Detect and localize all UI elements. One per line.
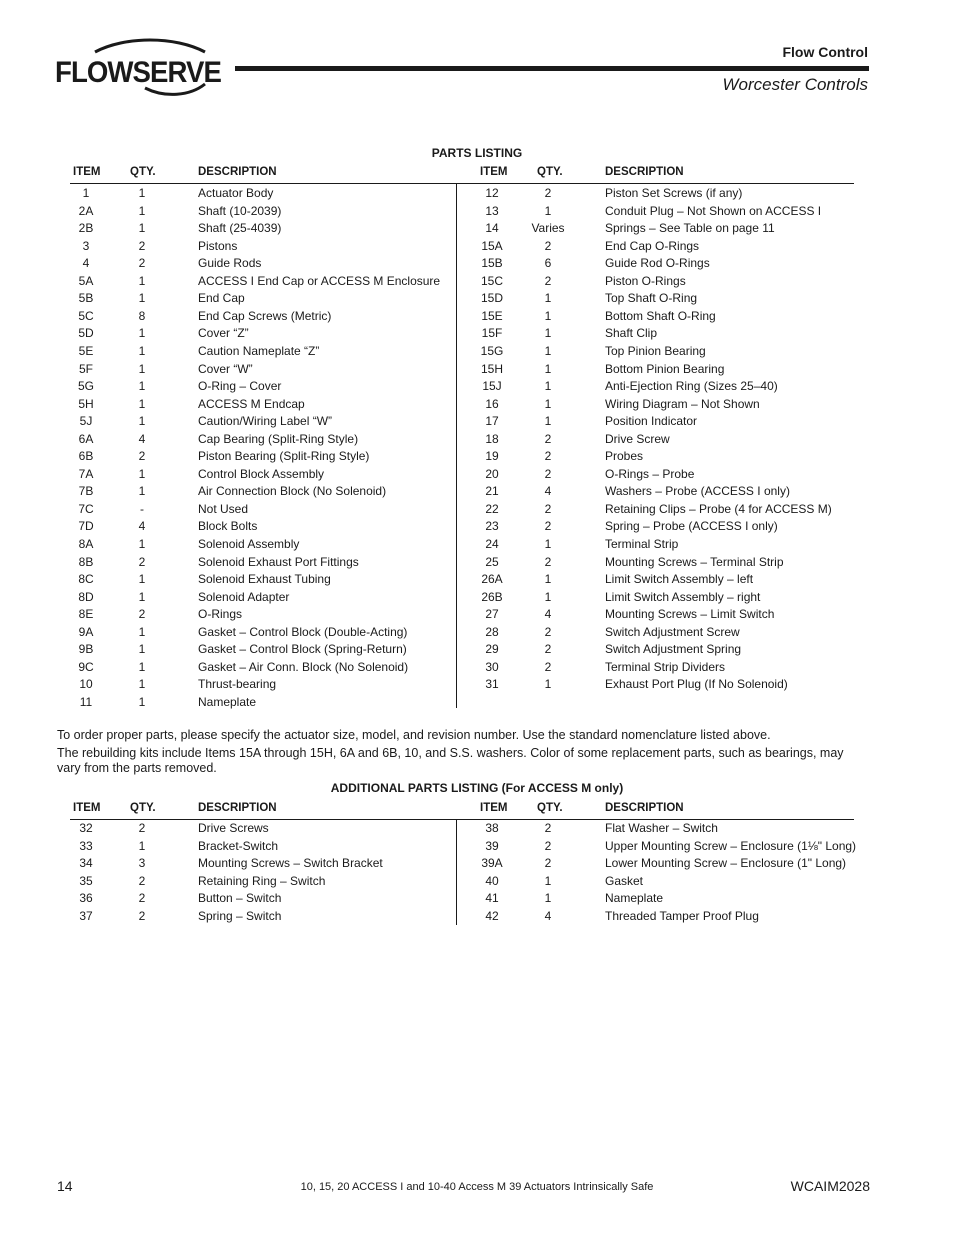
item-description: Solenoid Adapter xyxy=(198,589,290,604)
item-qty: 1 xyxy=(544,537,552,551)
item-number: 37 xyxy=(79,909,93,923)
item-description: Button – Switch xyxy=(198,891,282,906)
item-description: Terminal Strip xyxy=(605,537,679,551)
document-code: WCAIM2028 xyxy=(790,1178,870,1194)
item-number: 9B xyxy=(78,642,94,657)
item-description: Bottom Shaft O-Ring xyxy=(605,308,716,323)
item-description: Shaft (10-2039) xyxy=(198,203,282,218)
item-qty: 2 xyxy=(544,273,552,288)
item-number: 4 xyxy=(82,256,90,271)
item-description: Terminal Strip Dividers xyxy=(605,659,726,674)
item-description: Position Indicator xyxy=(605,414,698,429)
add-col-header-qty-left: QTY. xyxy=(130,802,156,814)
item-qty: 4 xyxy=(138,431,146,446)
item-number: 8E xyxy=(78,607,94,622)
item-qty: 2 xyxy=(544,838,552,853)
item-qty: 1 xyxy=(138,414,146,429)
item-number: 39 xyxy=(485,838,499,853)
item-qty: 2 xyxy=(138,821,146,835)
item-description: Nameplate xyxy=(198,694,257,709)
item-number: 18 xyxy=(485,431,499,446)
item-description: Nameplate xyxy=(605,891,664,906)
item-number: 5A xyxy=(78,273,94,288)
item-number: 5E xyxy=(78,343,94,358)
item-qty: 8 xyxy=(138,308,146,323)
item-description: End Cap xyxy=(198,291,245,306)
item-qty: 3 xyxy=(138,856,146,871)
item-qty: 1 xyxy=(544,326,552,341)
item-number: 40 xyxy=(485,873,499,888)
item-description: O-Ring – Cover xyxy=(198,379,282,394)
item-description: Pistons xyxy=(198,238,238,253)
item-description: Retaining Clips – Probe (4 for ACCESS M) xyxy=(605,501,832,516)
item-description: Conduit Plug – Not Shown on ACCESS I xyxy=(605,203,822,218)
item-number: 1 xyxy=(82,186,90,200)
item-qty: 1 xyxy=(544,572,552,587)
item-description: ACCESS I End Cap or ACCESS M Enclosure xyxy=(198,273,441,288)
item-description: Spring – Switch xyxy=(198,909,282,923)
item-qty: 1 xyxy=(138,694,146,709)
item-number: 6A xyxy=(78,431,94,446)
item-description: Shaft (25-4039) xyxy=(198,221,282,236)
item-qty: 2 xyxy=(544,431,552,446)
item-qty: 2 xyxy=(544,554,552,569)
item-number: 22 xyxy=(485,501,499,516)
item-qty: 1 xyxy=(138,343,146,358)
item-description: Not Used xyxy=(198,501,249,516)
item-description: Gasket – Control Block (Spring-Return) xyxy=(198,642,407,657)
item-description: Switch Adjustment Spring xyxy=(605,642,742,657)
item-number: 29 xyxy=(485,642,499,657)
item-qty: 1 xyxy=(544,891,552,906)
item-qty: 2 xyxy=(544,519,552,534)
item-qty: 4 xyxy=(544,484,552,499)
item-description: Caution Nameplate “Z” xyxy=(198,343,320,358)
item-description: Probes xyxy=(605,449,644,464)
item-qty: 1 xyxy=(544,414,552,429)
item-qty: 1 xyxy=(544,396,552,411)
item-number: 15G xyxy=(480,343,504,358)
item-description: Gasket xyxy=(605,873,644,888)
item-number: 8D xyxy=(78,589,94,604)
item-number: 26B xyxy=(481,589,503,604)
item-qty: 2 xyxy=(138,449,146,464)
item-qty: 2 xyxy=(138,238,146,253)
item-description: Springs – See Table on page 11 xyxy=(605,221,775,236)
item-qty: 2 xyxy=(544,821,552,835)
item-description: Air Connection Block (No Solenoid) xyxy=(198,484,387,499)
item-qty: 1 xyxy=(138,396,146,411)
parts-listing-title: PARTS LISTING xyxy=(431,146,523,160)
item-qty: 2 xyxy=(544,642,552,657)
item-qty: 4 xyxy=(544,607,552,622)
item-qty: 4 xyxy=(544,909,552,923)
item-description: End Cap Screws (Metric) xyxy=(198,308,332,323)
item-description: Lower Mounting Screw – Enclosure (1" Long) xyxy=(605,856,847,871)
item-number: 5F xyxy=(78,361,93,376)
item-description: Piston Bearing (Split-Ring Style) xyxy=(198,449,370,464)
item-qty: 2 xyxy=(138,909,146,923)
item-number: 39A xyxy=(481,856,503,871)
item-qty: 2 xyxy=(544,186,552,200)
item-qty: 1 xyxy=(138,466,146,481)
item-description: Drive Screw xyxy=(605,431,670,446)
item-description: Bottom Pinion Bearing xyxy=(605,361,725,376)
item-description: ACCESS M Endcap xyxy=(198,396,305,411)
item-qty: 6 xyxy=(544,256,552,271)
col-header-item-right: ITEM xyxy=(480,166,508,178)
item-qty: 2 xyxy=(138,873,146,888)
item-qty: 1 xyxy=(544,677,552,692)
item-qty: 1 xyxy=(544,589,552,604)
item-description: Shaft Clip xyxy=(605,326,658,341)
item-description: Mounting Screws – Limit Switch xyxy=(605,607,775,622)
item-qty: 1 xyxy=(138,361,146,376)
flowserve-logo xyxy=(55,38,222,100)
item-qty: 2 xyxy=(544,449,552,464)
item-qty: 2 xyxy=(544,856,552,871)
add-col-header-description-left: DESCRIPTION xyxy=(198,802,277,814)
col-header-description-left: DESCRIPTION xyxy=(198,166,277,178)
item-description: Guide Rod O-Rings xyxy=(605,256,710,271)
item-number: 3 xyxy=(82,238,90,253)
item-qty: 1 xyxy=(138,291,146,306)
item-description: Exhaust Port Plug (If No Solenoid) xyxy=(605,677,788,692)
item-description: Control Block Assembly xyxy=(198,466,325,481)
item-description: Drive Screws xyxy=(198,821,269,835)
item-number: 19 xyxy=(485,449,499,464)
item-qty: 1 xyxy=(138,484,146,499)
item-description: Piston O-Rings xyxy=(605,273,686,288)
item-number: 7D xyxy=(78,519,94,534)
item-qty: 1 xyxy=(544,308,552,323)
item-number: 12 xyxy=(485,186,499,200)
item-description: Spring – Probe (ACCESS I only) xyxy=(605,519,778,534)
item-number: 15C xyxy=(480,273,503,288)
item-description: Thrust-bearing xyxy=(198,677,277,692)
item-number: 5B xyxy=(78,291,94,306)
item-number: 15J xyxy=(482,379,502,394)
item-description: Mounting Screws – Switch Bracket xyxy=(198,856,383,871)
item-number: 15F xyxy=(481,326,503,341)
item-qty: 1 xyxy=(138,572,146,587)
item-number: 6B xyxy=(78,449,94,464)
item-number: 21 xyxy=(485,484,499,499)
item-description: Mounting Screws – Terminal Strip xyxy=(605,554,784,569)
item-qty: 2 xyxy=(544,659,552,674)
item-qty: 1 xyxy=(138,624,146,639)
item-description: Top Shaft O-Ring xyxy=(605,291,698,306)
page-number: 14 xyxy=(57,1178,73,1194)
item-description: Cover “W” xyxy=(198,361,253,376)
item-qty: 2 xyxy=(544,466,552,481)
document-title: 10, 15, 20 ACCESS I and 10-40 Access M 39 Actuators Intrinsically Safe xyxy=(300,1181,654,1193)
item-qty: 1 xyxy=(138,379,146,394)
item-number: 23 xyxy=(485,519,499,534)
item-qty: 1 xyxy=(138,589,146,604)
item-number: 9A xyxy=(78,624,94,639)
item-number: 14 xyxy=(485,221,499,236)
item-description: Retaining Ring – Switch xyxy=(198,873,326,888)
col-header-qty-right: QTY. xyxy=(537,166,563,178)
item-number: 9C xyxy=(78,659,94,674)
logo-wordmark: FLOWSERVE xyxy=(55,56,222,89)
item-description: Piston Set Screws (if any) xyxy=(605,186,743,200)
item-description: O-Rings – Probe xyxy=(605,466,695,481)
item-description: Upper Mounting Screw – Enclosure (1⅛" Long) xyxy=(605,838,857,853)
item-qty: 2 xyxy=(138,256,146,271)
item-qty: 1 xyxy=(544,361,552,376)
item-description: End Cap O-Rings xyxy=(605,238,700,253)
item-qty: - xyxy=(140,501,144,516)
item-qty: 1 xyxy=(138,221,146,236)
add-col-header-item-right: ITEM xyxy=(480,802,508,814)
item-number: 8B xyxy=(78,554,94,569)
item-description: Top Pinion Bearing xyxy=(605,343,706,358)
item-number: 33 xyxy=(79,838,93,853)
item-qty: 1 xyxy=(544,379,552,394)
item-number: 7A xyxy=(78,466,94,481)
item-description: Cap Bearing (Split-Ring Style) xyxy=(198,431,359,446)
item-number: 36 xyxy=(79,891,93,906)
item-qty: 1 xyxy=(544,203,552,218)
item-description: Solenoid Exhaust Port Fittings xyxy=(198,554,359,569)
item-qty: 1 xyxy=(138,326,146,341)
item-number: 24 xyxy=(485,537,499,551)
item-number: 10 xyxy=(79,677,93,692)
item-number: 41 xyxy=(485,891,499,906)
item-number: 7B xyxy=(78,484,94,499)
item-description: Anti-Ejection Ring (Sizes 25–40) xyxy=(605,379,778,394)
item-number: 25 xyxy=(485,554,499,569)
item-qty: 1 xyxy=(138,186,146,200)
item-number: 2B xyxy=(78,221,94,236)
item-number: 8A xyxy=(78,537,94,551)
item-qty: 2 xyxy=(544,501,552,516)
item-number: 32 xyxy=(79,821,93,835)
item-number: 5D xyxy=(78,326,94,341)
additional-listing-title: ADDITIONAL PARTS LISTING (For ACCESS M only) xyxy=(330,781,624,795)
item-number: 17 xyxy=(485,414,499,429)
item-number: 38 xyxy=(485,821,499,835)
item-qty: 4 xyxy=(138,519,146,534)
item-number: 5H xyxy=(78,396,94,411)
item-description: Cover “Z” xyxy=(198,326,249,341)
item-qty: 1 xyxy=(138,659,146,674)
item-number: 8C xyxy=(78,572,94,587)
additional-header-rule xyxy=(70,819,854,820)
add-col-header-qty-right: QTY. xyxy=(537,802,563,814)
item-number: 11 xyxy=(79,694,93,709)
item-description: Solenoid Assembly xyxy=(198,537,300,551)
col-header-item-left: ITEM xyxy=(73,166,101,178)
item-number: 15H xyxy=(480,361,503,376)
item-qty: 1 xyxy=(138,273,146,288)
item-number: 5C xyxy=(78,308,94,323)
item-description: Solenoid Exhaust Tubing xyxy=(198,572,331,587)
header-rule xyxy=(235,66,869,71)
item-number: 30 xyxy=(485,659,499,674)
col-header-description-right: DESCRIPTION xyxy=(605,166,684,178)
item-number: 31 xyxy=(485,677,499,692)
item-number: 15E xyxy=(481,308,503,323)
kits-note: The rebuilding kits include Items 15A through 15H, 6A and 6B, 10, and S.S. washers. Color of some replacement parts, such as bearings, may vary from the parts removed. xyxy=(57,746,844,775)
item-qty: 2 xyxy=(138,554,146,569)
item-qty: 1 xyxy=(544,343,552,358)
item-number: 13 xyxy=(485,203,499,218)
item-qty: 1 xyxy=(138,838,146,853)
item-number: 20 xyxy=(485,466,499,481)
item-qty: 1 xyxy=(544,873,552,888)
item-qty: 2 xyxy=(544,624,552,639)
item-qty: 1 xyxy=(138,537,146,551)
item-number: 34 xyxy=(79,856,93,871)
item-description: Bracket-Switch xyxy=(198,838,279,853)
add-col-header-description-right: DESCRIPTION xyxy=(605,802,684,814)
item-description: Block Bolts xyxy=(198,519,258,534)
item-number: 2A xyxy=(78,203,94,218)
item-description: O-Rings xyxy=(198,607,243,622)
item-number: 5G xyxy=(77,379,94,394)
item-qty: 1 xyxy=(138,203,146,218)
item-description: Actuator Body xyxy=(198,186,274,200)
item-description: Caution/Wiring Label “W” xyxy=(198,414,333,429)
item-qty: Varies xyxy=(531,221,565,236)
item-description: Limit Switch Assembly – left xyxy=(605,572,754,587)
item-number: 27 xyxy=(485,607,499,622)
item-number: 15B xyxy=(481,256,503,271)
parts-column-divider xyxy=(456,183,457,708)
item-number: 26A xyxy=(481,572,503,587)
item-description: Gasket – Air Conn. Block (No Solenoid) xyxy=(198,659,409,674)
item-qty: 2 xyxy=(138,607,146,622)
parts-header-rule xyxy=(70,183,854,184)
item-qty: 1 xyxy=(138,677,146,692)
item-description: Switch Adjustment Screw xyxy=(605,624,740,639)
item-number: 15A xyxy=(481,238,503,253)
item-number: 5J xyxy=(79,414,93,429)
item-description: Wiring Diagram – Not Shown xyxy=(605,396,760,411)
item-qty: 1 xyxy=(544,291,552,306)
add-col-header-item-left: ITEM xyxy=(73,802,101,814)
item-description: Limit Switch Assembly – right xyxy=(605,589,761,604)
item-number: 42 xyxy=(485,909,499,923)
subdivision-label: Worcester Controls xyxy=(722,75,868,94)
item-description: Gasket – Control Block (Double-Acting) xyxy=(198,624,408,639)
item-number: 16 xyxy=(485,396,499,411)
item-description: Guide Rods xyxy=(198,256,262,271)
item-number: 28 xyxy=(485,624,499,639)
item-qty: 2 xyxy=(138,891,146,906)
item-qty: 1 xyxy=(138,642,146,657)
division-label: Flow Control xyxy=(782,44,868,60)
item-qty: 2 xyxy=(544,238,552,253)
col-header-qty-left: QTY. xyxy=(130,166,156,178)
item-description: Flat Washer – Switch xyxy=(605,821,718,835)
item-description: Threaded Tamper Proof Plug xyxy=(605,909,759,923)
item-description: Washers – Probe (ACCESS I only) xyxy=(605,484,790,499)
item-number: 7C xyxy=(78,501,94,516)
item-number: 15D xyxy=(480,291,503,306)
order-note: To order proper parts, please specify the actuator size, model, and revision number. Use the standard nomenclature listed above. xyxy=(57,728,771,742)
item-number: 35 xyxy=(79,873,93,888)
additional-column-divider xyxy=(456,819,457,925)
